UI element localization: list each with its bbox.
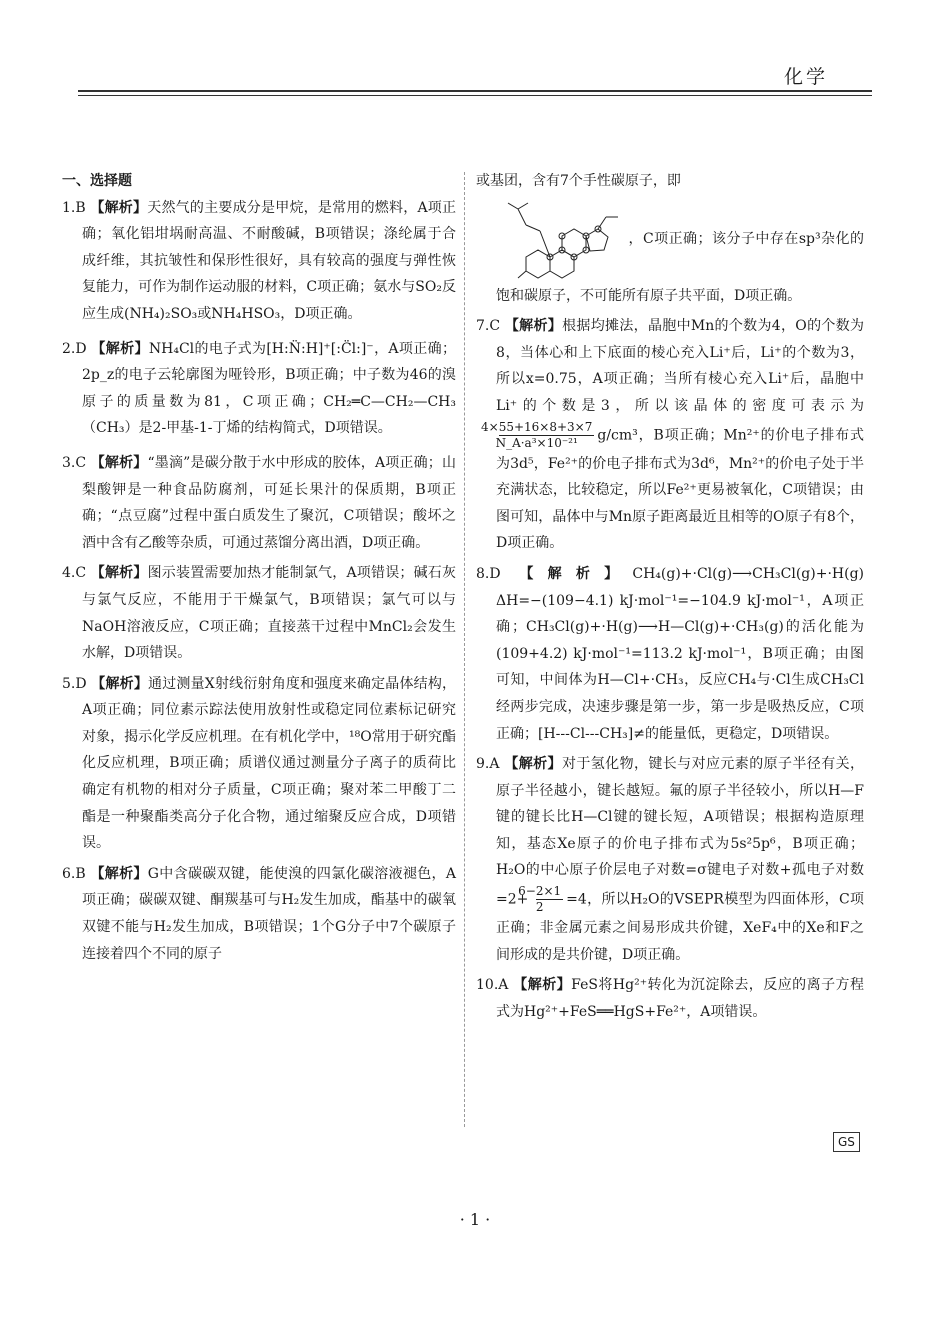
steroid-structure-icon [496,195,628,283]
q1-key: 【解析】 [90,199,148,216]
q6-cont-text-b: ，C项正确；该分子中存在sp³杂化的饱和碳原子，不可能所有原子共平面，D项正确。 [496,230,864,304]
q5-key: 【解析】 [91,675,149,692]
question-7 [476,313,864,557]
q6-text: G中含碳碳双键，能使溴的四氯化碳溶液褪色，A项正确；碳碳双键、酮羰基可与H₂发生加成，酯基中的碳氧双键不能与H₂发生加成，B项错误；1个G分子中7个碳原子连接着四个不同的原子 [82,865,456,962]
q3-num: 3.C [62,454,87,471]
question-10 [476,972,864,1025]
q9-text: 对于氢化物，键长与对应元素的原子半径有关，原子半径越小，键长越短。氟的原子半径较小，所以H—F键的键长比H—Cl键的键长短，A项错误；根据构造原理知，基态Xe原子的价电子排布式为5s²5p⁶，B项正确；H₂O的中心原子价层电子对数=σ键电子对数+孤电子对数=2+ [496,756,865,908]
q3-text: “墨滴”是碳分散于水中形成的胶体，A项正确；山梨酸钾是一种食品防腐剂，可延长果汁的保质期，B项正确；“点豆腐”过程中蛋白质发生了聚沉，C项错误；酸坏之酒中含有乙酸等杂质，可通过蒸馏分离出酒，D项正确。 [82,454,456,551]
question-5 [62,671,456,857]
page-number: · 1 · [459,1210,491,1229]
q4-key: 【解析】 [90,565,148,582]
section-title: 一、选择题 [62,173,132,189]
q7-key: 【解析】 [504,318,563,335]
lone-pair-denominator: 2 [535,900,544,915]
q5-text: 通过测量X射线衍射角度和强度来确定晶体结构，A项正确；同位素示踪法使用放射性或稳定同位素标记研究对象，揭示化学反应机理。在有机化学中，¹⁸O常用于研究酯化反应机理，B项正确；质谱仪通过测量分子离子的质荷比确定有机物的相对分子质量，C项正确；聚对苯二甲酸丁二酯是一种聚酯类高分子化合物，通过缩聚反应合成，D项错误。 [82,675,457,852]
lone-pair-fraction [518,884,563,915]
question-4 [62,560,456,666]
q8-num: 8.D [476,565,501,582]
question-6-cont [476,168,864,309]
q6-key: 【解析】 [90,865,148,882]
q4-num: 4.C [62,565,87,582]
density-numerator: 4×55+16×8+3×7 [481,419,593,434]
left-column [62,168,456,971]
q6-cont-text-a: 或基团，含有7个手性碳原子，即 [476,173,681,189]
q6-num: 6.B [62,865,86,882]
density-fraction [481,419,594,451]
q10-key: 【解析】 [513,977,572,994]
q3-key: 【解析】 [90,454,148,471]
header-rule-thin [78,95,872,96]
gs-badge: GS [833,1132,860,1152]
q7-text-b: g/cm³，B项正确；Mn²⁺的价电子排布式为3d⁵，Fe²⁺的价电子排布式为3d⁶，Mn²⁺的价电子处于半充满状态，比较稳定，所以Fe²⁺更易被氧化，C项错误；由图可知，晶体中与Mn原子距离最近且相等的O原子有8个，D项正确。 [496,427,864,552]
lone-pair-numerator: 6−2×1 [518,884,562,899]
column-divider [464,172,465,1127]
q7-num: 7.C [476,318,501,335]
q1-num: 1.B [62,199,86,216]
q5-num: 5.D [62,675,87,692]
q2-text: NH₄Cl的电子式为[H:N̈:H]⁺[:C̈l:]⁻，A项正确；2p_z的电子云轮廓图为哑铃形，B项正确；中子数为46的溴原子的质量数为81，C项正确；CH₂═C—CH₂—CH₃（CH₃）是2-甲基-1-丁烯的结构简式，D项错误。 [82,340,457,437]
question-1 [62,195,456,328]
q9-key: 【解析】 [504,756,562,773]
question-6 [62,861,456,967]
subject-title: 化学 [783,66,828,88]
q2-num: 2.D [62,340,87,357]
density-denominator: N_A·a³×10⁻²¹ [495,435,578,450]
q10-text: FeS将Hg²⁺转化为沉淀除去，反应的离子方程式为Hg²⁺+FeS══HgS+Fe²⁺，A项错误。 [496,977,865,1020]
q9-num: 9.A [476,756,500,773]
q2-key: 【解析】 [91,340,149,357]
q8-key: 【解析】 [519,565,633,582]
q8-text: CH₄(g)+·Cl(g)⟶CH₃Cl(g)+·H(g) ΔH=−(109−4.1) kJ·mol⁻¹=−104.9 kJ·mol⁻¹，A项正确；CH₃Cl(g)+·H(g)⟶H—Cl(g)+·CH₃(g)的活化能为(109+4.2) kJ·mol⁻¹=113.2 kJ·mol⁻¹，B项正确；由图可知，中间体为H—Cl+·CH₃，反应CH₄与·Cl生成CH₃Cl经两步完成，决速步骤是第一步，第一步是吸热反应，C项正确；[H---Cl---CH₃]≠的能量低，更稳定，D项错误。 [496,565,865,742]
right-column [476,168,864,1029]
question-2 [62,336,456,442]
q7-text: 根据均摊法，晶胞中Mn的个数为4，O的个数为8，当体心和上下底面的棱心充入Li⁺后，Li⁺的个数为3，所以x=0.75，A项正确；当所有棱心充入Li⁺后，晶胞中Li⁺的个数是3，所以该晶体的密度可表示为 [496,318,865,414]
question-9 [476,751,864,968]
question-3 [62,450,456,556]
q10-num: 10.A [476,977,509,994]
q9-text-b: =4，所以H₂O的VSEPR模型为四面体形，C项正确；非金属元素之间易形成共价键，XeF₄中的Xe和F之间形成的是共价键，D项正确。 [496,891,864,963]
q1-text: 天然气的主要成分是甲烷，是常用的燃料，A项正确；氧化铝坩埚耐高温、不耐酸碱，B项错误；涤纶属于合成纤维，其抗皱性和保形性很好，具有较高的强度与弹性恢复能力，可作为制作运动服的材料，C项正确；氨水与SO₂反应生成(NH₄)₂SO₃或NH₄HSO₃，D项正确。 [82,199,457,322]
q4-text: 图示装置需要加热才能制氯气，A项错误；碱石灰与氯气反应，不能用于干燥氯气，B项错误；氯气可以与NaOH溶液反应，C项正确；直接蒸干过程中MnCl₂会发生水解，D项错误。 [82,565,457,662]
question-8 [476,561,864,747]
header-rule-thick [78,90,872,92]
